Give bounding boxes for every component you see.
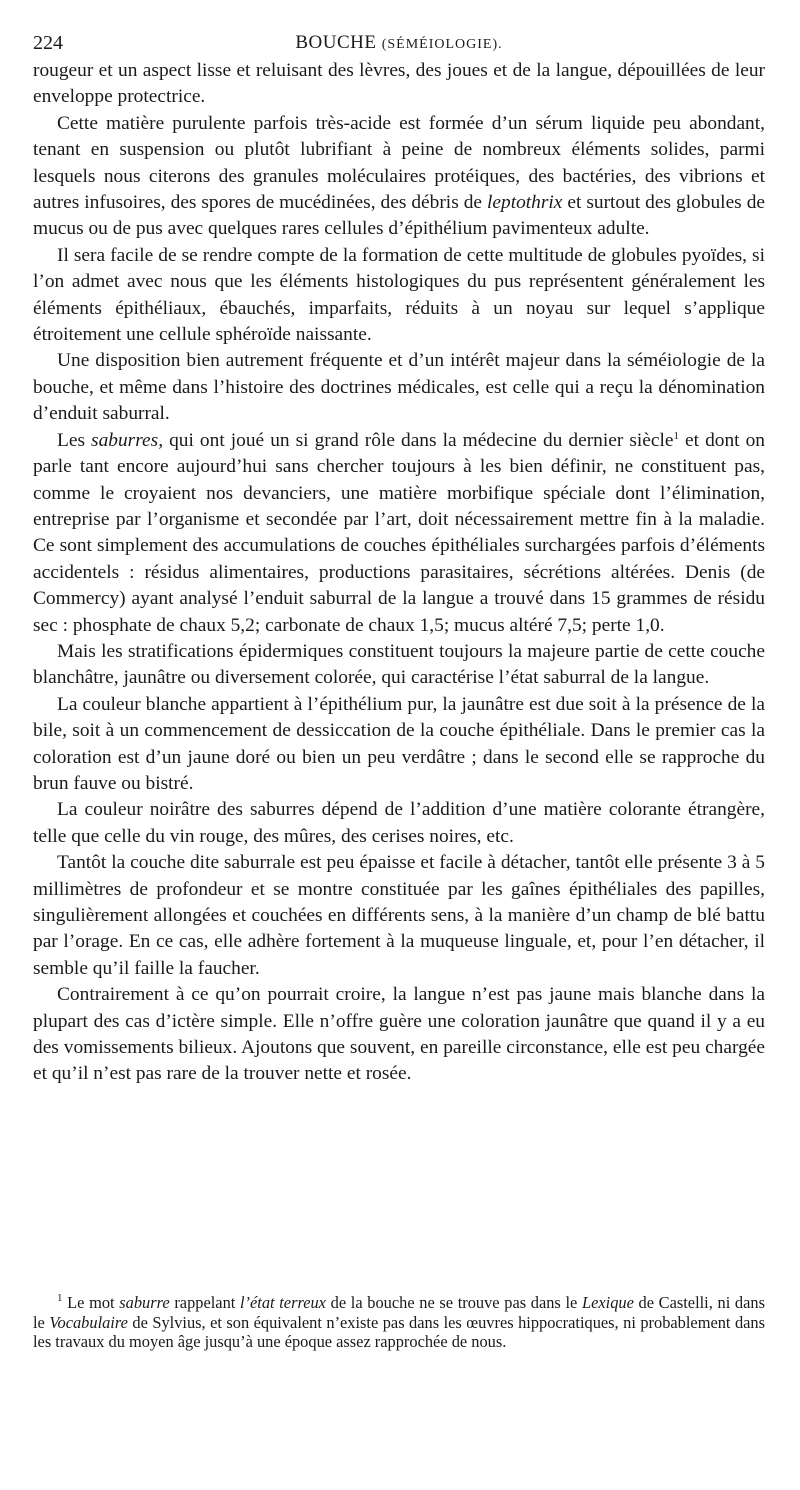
italic-term: saburres, xyxy=(91,429,164,451)
paragraph xyxy=(33,111,765,243)
paragraph xyxy=(33,348,765,427)
footnote xyxy=(33,1293,765,1352)
paragraph-text: rougeur et un aspect lisse et reluisant des lèvres, des joues et de la langue, dépouillées de leur enveloppe protectrice. xyxy=(33,60,765,108)
running-title xyxy=(33,28,765,60)
footnotes xyxy=(33,1293,765,1352)
paragraph-text: Il sera facile de se rendre compte de la formation de cette multitude de globules pyoïdes, si l’on admet avec nous que les éléments histologiques du pus représentent généralement les éléments épithéliaux, ébauchés, imparfaits, réduits à un noyau sur lequel s’applique étroitement une cellule sphéroïde naissante. xyxy=(33,244,765,346)
footnote-text: rappelant xyxy=(169,1293,240,1312)
paragraph-text: Les xyxy=(57,429,92,451)
paragraph-text: qui ont joué un si grand rôle dans la médecine du dernier siècle xyxy=(163,429,674,451)
paragraph xyxy=(33,797,765,850)
footnote-text: de Sylvius, et son équivalent n’existe pas dans les œuvres hippocratiques, ni probablement dans les travaux du moyen âge jusqu’à une époque assez rapprochée de nous. xyxy=(33,1312,765,1352)
body-text xyxy=(33,58,765,1088)
paragraph xyxy=(33,982,765,1088)
paragraph-text: Mais les stratifications épidermiques constituent toujours la majeure partie de cette couche blanchâtre, jaunâtre ou diversement colorée, qui caractérise l’état saburral de la langue. xyxy=(33,640,765,689)
paragraph xyxy=(33,692,765,798)
paragraph xyxy=(33,428,765,639)
footnote-text: Le mot xyxy=(62,1293,120,1312)
paragraph-text: et dont on parle tant encore aujourd’hui sans chercher toujours à les bien définir, ne constituent pas, comme le croyaient nos devanciers, une matière morbifique spéciale dont l’élimination, entreprise par l’organisme et secondée par l’art, doit nécessairement mettre fin à la maladie. Ce sont simplement des accumulations de couches épithéliales surchargées parfois d’éléments accidentels : résidus alimentaires, productions parasitaires, sécrétions altérées. Denis (de Commercy) ayant analysé l’enduit saburral de la langue a trouvé dans 15 grammes de résidu sec : phosphate de chaux 5,2; carbonate de chaux 1,5; mucus altéré 7,5; perte 1,0. xyxy=(33,429,765,636)
italic-term: saburre xyxy=(119,1293,170,1312)
page-number: 224 xyxy=(33,32,63,54)
paragraph-text: La couleur blanche appartient à l’épithélium pur, la jaunâtre est due soit à la présence de la bile, soit à un commencement de dessiccation de la couche épithéliale. Dans le premier cas la coloration est d’un jaune doré ou bien un peu verdâtre ; dans le second elle se rapproche du brun fauve ou bistré. xyxy=(33,693,765,794)
footnote-text: de Castelli, ni dans le xyxy=(33,1293,765,1332)
book-page xyxy=(33,28,765,1088)
paragraph-text: Tantôt la couche dite saburrale est peu épaisse et facile à détacher, tantôt elle présente 3 à 5 millimètres de profondeur et se montre constituée par les gaînes épithéliales des papilles, singulièrement allongées et couchées en différents sens, à la manière d’un champ de blé battu par l’orage. En ce cas, elle adhère fortement à la muqueuse linguale, et, pour l’en détacher, il semble qu’il faille la faucher. xyxy=(33,852,765,979)
italic-term: leptothrix xyxy=(487,192,563,214)
paragraph-text: Cette matière purulente parfois très-acide est formée d’un sérum liquide peu abondant, tenant en suspension ou plutôt lubrifiant à peine de nombreux éléments solides, parmi lesquels nous citerons des granules moléculaires protéiques, des bactéries, des vibrions et autres infusoires, des spores de mucédinées, des débris de xyxy=(33,112,765,214)
italic-term: Lexique xyxy=(581,1293,634,1312)
footnote-text: de la bouche ne se trouve pas dans le xyxy=(325,1293,582,1312)
paragraph-continued xyxy=(33,58,765,111)
footnote-marker: 1 xyxy=(57,1292,63,1304)
paragraph xyxy=(33,639,765,692)
footnote-reference[interactable]: 1 xyxy=(673,429,679,442)
paragraph-text: La couleur noirâtre des saburres dépend de l’addition d’une matière colorante étrangère, telle que celle du vin rouge, des mûres, des cerises noires, etc. xyxy=(33,799,765,847)
paragraph xyxy=(33,850,765,982)
paragraph-text: et surtout des globules de mucus ou de pus avec quelques rares cellules d’épithélium pavimenteux adulte. xyxy=(33,192,765,240)
running-title-subtitle: (SÉMÉIOLOGIE). xyxy=(381,37,503,52)
paragraph-text: Une disposition bien autrement fréquente et d’un intérêt majeur dans la séméiologie de la bouche, et même dans l’histoire des doctrines médicales, est celle qui a reçu la dénomination d’enduit saburral. xyxy=(33,350,765,425)
paragraph-text: Contrairement à ce qu’on pourrait croire, la langue n’est pas jaune mais blanche dans la plupart des cas d’ictère simple. Elle n’offre guère une coloration jaunâtre que quand il y a eu des vomissements bilieux. Ajoutons que souvent, en pareille circonstance, elle est peu chargée et qu’il n’est pas rare de la trouver nette et rosée. xyxy=(33,984,765,1085)
running-head xyxy=(33,28,765,58)
italic-term: l’état terreux xyxy=(239,1293,326,1312)
running-title-main: BOUCHE xyxy=(295,32,377,53)
italic-term: Vocabulaire xyxy=(49,1312,128,1332)
paragraph xyxy=(33,243,765,349)
